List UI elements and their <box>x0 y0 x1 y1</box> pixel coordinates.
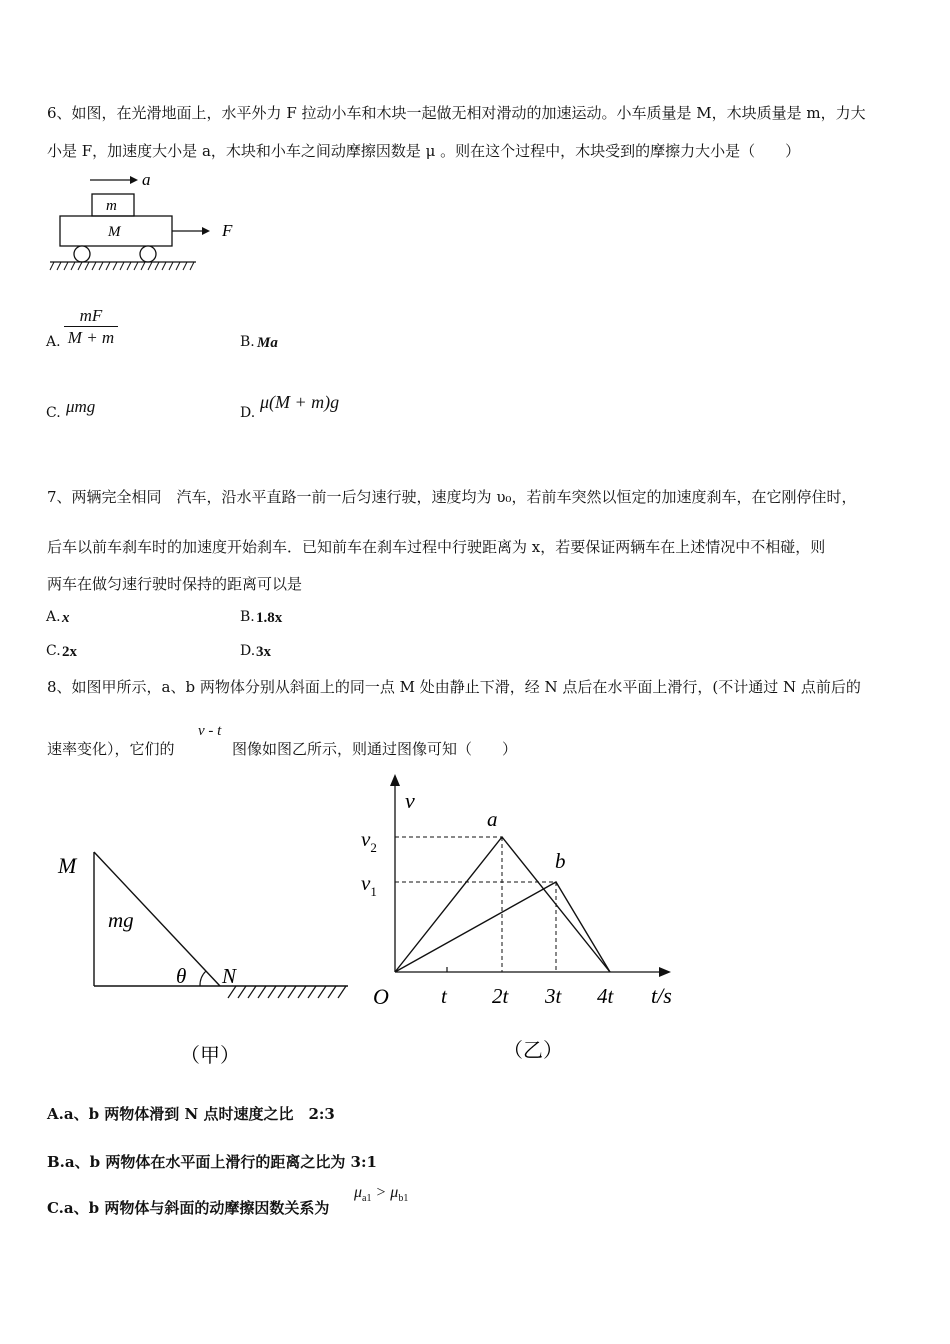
tick-2t: 2t <box>492 984 509 1008</box>
cart-label: M <box>108 224 121 240</box>
q6-line2: 小是 F，加速度大小是 a，木块和小车之间动摩擦因数是 μ 。则在这个过程中，木块受到的摩擦力大小是（ ） <box>47 142 801 160</box>
q6-option-b-label: B. <box>240 334 255 350</box>
incline-point-n: N <box>222 964 237 988</box>
q6-option-c-text: μmg <box>66 397 96 416</box>
tick-t: t <box>441 984 447 1008</box>
q7-option-a-text: x <box>62 610 70 626</box>
q7-option-c-label: C. <box>46 643 61 659</box>
point-a-label: a <box>487 807 498 831</box>
theta-arc <box>200 971 206 986</box>
q8-option-c: C.a、b 两物体与斜面的动摩擦因数关系为 <box>47 1199 330 1217</box>
q8-line2b: 图像如图乙所示，则通过图像可知（ ） <box>232 740 518 758</box>
q7-option-d-text: 3x <box>256 644 271 660</box>
q7-line1: 7、两辆完全相同 汽车，沿水平直路一前一后匀速行驶，速度均为 υ₀，若前车突然以恒定的加速度刹车，在它刚停住时， <box>47 488 857 506</box>
t-axis-label: t/s <box>651 983 672 1008</box>
q7-option-b-label: B. <box>240 609 255 625</box>
q8-line1: 8、如图甲所示，a、b 两物体分别从斜面上的同一点 M 处由静止下滑，经 N 点后在水平面上滑行，(不计通过 N 点前后的 <box>47 678 861 696</box>
q8-option-b: B.a、b 两物体在水平面上滑行的距离之比为 3:1 <box>47 1153 377 1171</box>
q6-option-b-text: Ma <box>257 335 278 351</box>
q6-option-c-label: C. <box>46 405 61 421</box>
v1-label: $v_1$ <box>361 871 377 899</box>
incline-figure <box>50 840 360 1080</box>
vt-graph <box>355 770 685 1070</box>
ground-hatch <box>50 262 194 270</box>
fig-jia-caption: （甲） <box>180 1045 240 1067</box>
incline-mg-label: mg <box>108 908 134 932</box>
q8-option-a: A.a、b 两物体滑到 N 点时速度之比 2:3 <box>47 1105 335 1123</box>
origin-label: O <box>373 984 389 1009</box>
q8-option-c-math: $\mu_{a1} > \mu_{b1}$ <box>354 1184 409 1205</box>
wheel-right <box>140 246 156 262</box>
force-label: F <box>222 221 233 240</box>
v-axis-label: v <box>405 788 415 813</box>
q7-option-c-text: 2x <box>62 644 77 660</box>
v2-label: $v_2$ <box>361 827 377 855</box>
accel-label: a <box>142 170 151 189</box>
q8-line2a: 速率变化），它们的 <box>47 740 175 758</box>
q6-option-d-text: μ(M + m)g <box>260 392 340 412</box>
fraction-numerator: mF <box>79 306 103 325</box>
q7-line2: 后车以前车刹车时的加速度开始刹车．已知前车在刹车过程中行驶距离为 x，若要保证两辆车在上述情况中不相碰，则 <box>47 538 826 556</box>
q6-option-a-label: A. <box>46 334 61 350</box>
q7-option-d-label: D. <box>240 643 256 659</box>
q7-option-b-text: 1.8x <box>256 610 283 626</box>
block-label: m <box>106 198 117 214</box>
fig-yi-caption: （乙） <box>503 1040 563 1062</box>
q7-option-a-label: A. <box>46 609 61 625</box>
q8-vt-label: v - t <box>198 723 222 739</box>
incline-point-m: M <box>58 853 77 878</box>
q6-option-a-fraction <box>64 306 118 349</box>
fraction-denominator: M + m <box>64 326 118 349</box>
q7-line3: 两车在做匀速行驶时保持的距离可以是 <box>47 575 303 593</box>
tick-3t: 3t <box>545 984 562 1008</box>
cart-figure <box>40 166 260 280</box>
point-b-label: b <box>555 849 566 873</box>
tick-4t: 4t <box>597 984 614 1008</box>
wheel-left <box>74 246 90 262</box>
q6-option-d-label: D. <box>240 405 256 421</box>
incline-ground-hatch <box>228 986 346 998</box>
q6-line1: 6、如图，在光滑地面上，水平外力 F 拉动小车和木块一起做无相对滑动的加速运动。小车质量是 M，木块质量是 m，力大 <box>47 104 866 122</box>
incline-theta: θ <box>176 964 187 988</box>
